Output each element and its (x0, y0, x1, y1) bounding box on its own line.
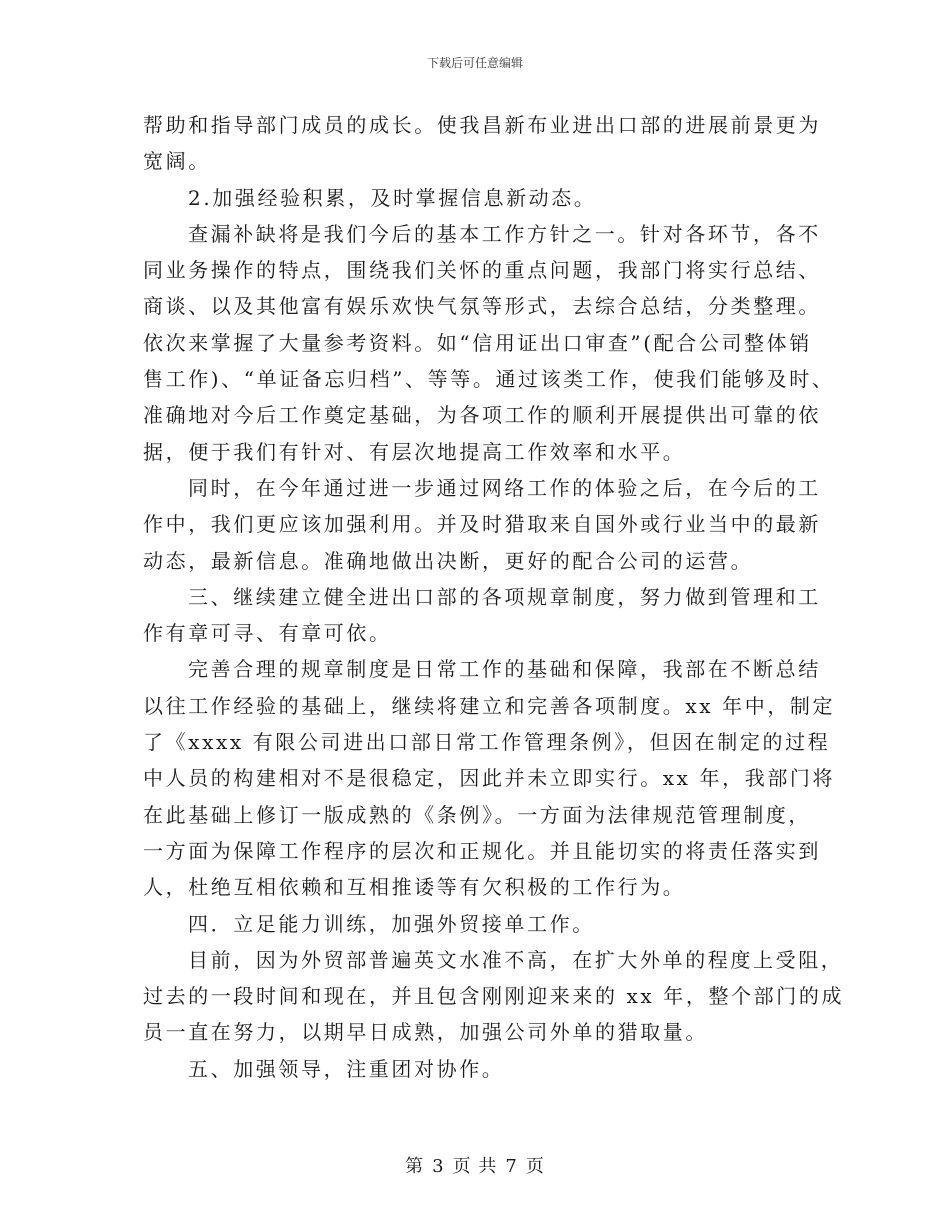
body-line: 同时，在今年通过进一步通过网络工作的体验之后，在今后的工 (188, 475, 821, 500)
body-line: 帮助和指导部门成员的成长。使我昌新布业进出口部的进展前景更为 (143, 113, 821, 137)
body-line: 过去的一段时间和现在，并且包含刚刚迎来来的 xx 年，整个部门的成 (143, 984, 845, 1009)
body-line: 四．立足能力训练，加强外贸接单工作。 (188, 911, 595, 936)
body-line: 五、加强领导，注重团对协作。 (188, 1056, 505, 1081)
footer-middle: 页 共 (452, 1156, 498, 1177)
body-line: 一方面为保障工作程序的层次和正规化。并且能切实的将责任落实到 (143, 838, 821, 863)
footer-page-number: 3 (432, 1156, 445, 1177)
body-line: 在此基础上修订一版成熟的《条例》。一方面为法律规范管理制度， (143, 802, 811, 827)
body-line: 依次来掌握了大量参考资料。如“信用证出口审查”(配合公司整体销 (143, 330, 812, 355)
body-line: 2.加强经验积累，及时掌握信息新动态。 (188, 185, 597, 210)
body-line: 人，杜绝互相依赖和互相推诿等有欠积极的工作行为。 (143, 875, 686, 900)
body-line: 三、继续建立健全进出口部的各项规章制度，努力做到管理和工 (188, 584, 821, 609)
page-header: 下载后可任意编辑 (426, 56, 523, 70)
body-line: 以往工作经验的基础上，继续将建立和完善各项制度。xx 年中，制定 (143, 693, 836, 718)
body-line: 作有章可寻、有章可依。 (143, 621, 392, 646)
body-line: 完善合理的规章制度是日常工作的基础和保障，我部在不断总结 (188, 657, 821, 682)
body-line: 目前，因为外贸部普遍英文水准不高，在扩大外单的程度上受阻， (188, 947, 844, 972)
body-line: 准确地对今后工作奠定基础，为各项工作的顺利开展提供出可靠的依 (143, 403, 821, 428)
body-line: 查漏补缺将是我们今后的基本工作方针之一。针对各环节，各不 (188, 221, 821, 246)
page-footer (0, 1152, 950, 1178)
body-line: 动态，最新信息。准确地做出决断，更好的配合公司的运营。 (143, 548, 754, 573)
body-line: 售工作)、“单证备忘归档”、等等。通过该类工作，使我们能够及时、 (143, 367, 835, 392)
body-line: 员一直在努力，以期早日成熟，加强公司外单的猎取量。 (143, 1020, 708, 1045)
footer-total-pages: 7 (505, 1156, 518, 1177)
body-line: 据，便于我们有针对、有层次地提高工作效率和水平。 (143, 439, 686, 464)
body-line: 了《xxxx 有限公司进出口部日常工作管理条例》，但因在制定的过程 (143, 730, 831, 755)
body-line: 作中，我们更应该加强利用。并及时猎取来自国外或行业当中的最新 (143, 512, 821, 537)
body-line: 同业务操作的特点，围绕我们关怀的重点问题，我部门将实行总结、 (143, 258, 821, 283)
document-body (143, 107, 845, 1087)
body-line: 中人员的构建相对不是很稳定，因此并未立即实行。xx 年，我部门将 (143, 766, 836, 791)
body-line: 商谈、以及其他富有娱乐欢快气氛等形式，去综合总结，分类整理。 (143, 294, 821, 319)
footer-suffix: 页 (525, 1156, 545, 1177)
footer-prefix: 第 (405, 1156, 425, 1177)
body-line: 宽阔。 (143, 149, 211, 174)
